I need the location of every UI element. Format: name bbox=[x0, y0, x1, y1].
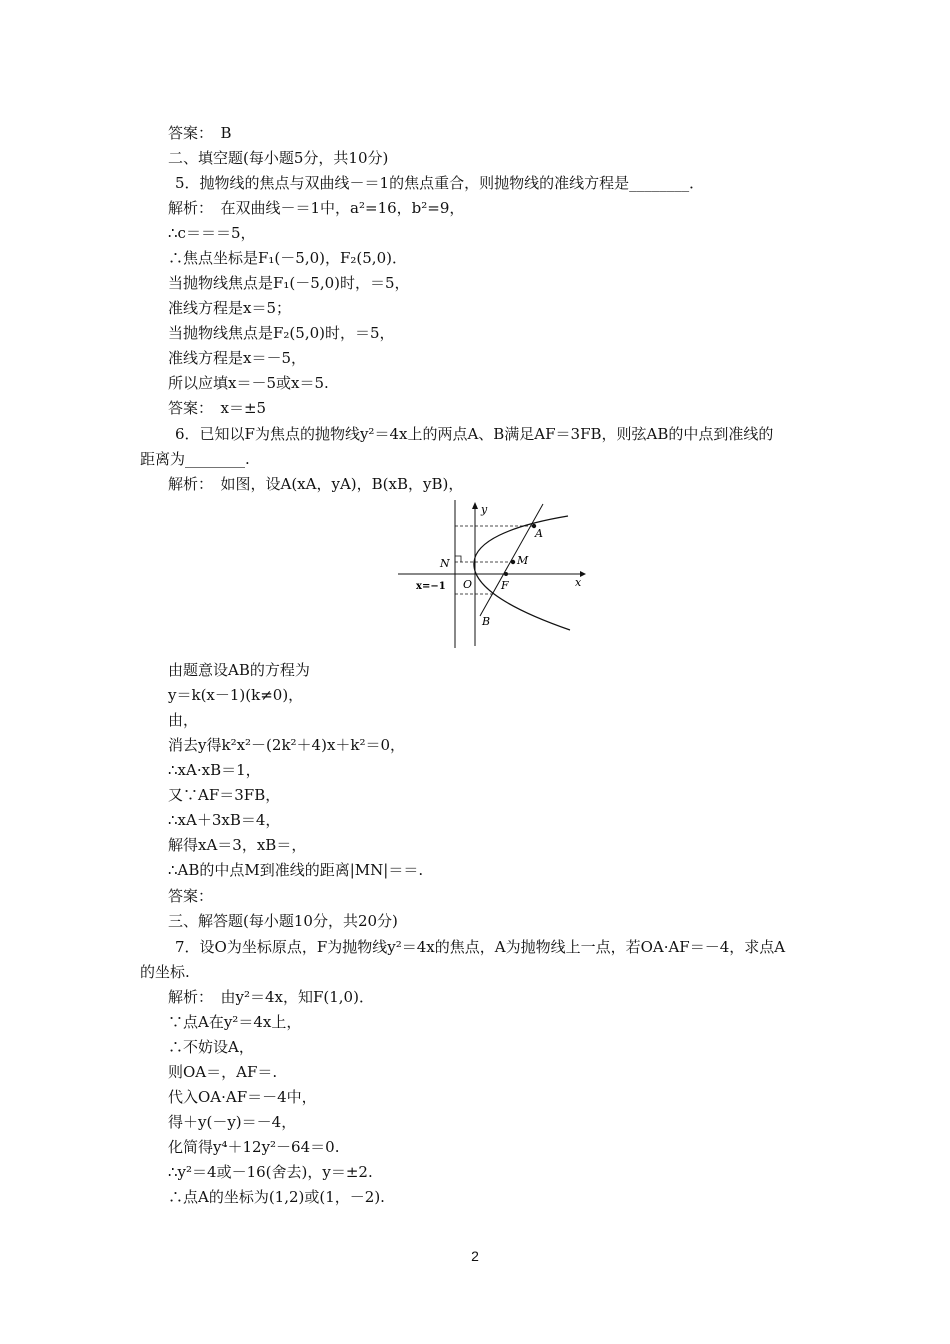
q6-analysis-4: 由， bbox=[168, 711, 199, 729]
label-m: M bbox=[517, 554, 529, 567]
section-fill-in-heading: 二、填空题(每小题5分，共10分) bbox=[168, 149, 389, 167]
label-o: O bbox=[463, 578, 473, 591]
question-6: 6．已知以F为焦点的抛物线y²＝4x上的两点A、B满足AF＝3FB，则弦AB的中点到准线的 bbox=[175, 425, 774, 443]
x-axis-label: x bbox=[575, 576, 582, 589]
q7-analysis-3: ∴不妨设A， bbox=[168, 1038, 254, 1056]
q6-analysis-6: ∴xA·xB＝1， bbox=[168, 761, 261, 779]
point-m-dot bbox=[511, 560, 515, 564]
q5-analysis-6: 当抛物线焦点是F₂(5,0)时，＝5， bbox=[168, 324, 395, 342]
parabola-curve bbox=[474, 516, 570, 630]
q6-analysis-5: 消去y得k²x²－(2k²＋4)x＋k²＝0， bbox=[168, 736, 406, 754]
label-n: N bbox=[440, 557, 450, 570]
y-axis-label: y bbox=[481, 503, 488, 516]
label-f: F bbox=[501, 579, 509, 592]
q5-analysis-1: 解析： 在双曲线－＝1中，a²=16，b²=9， bbox=[168, 199, 465, 217]
label-a: A bbox=[535, 527, 543, 540]
q7-analysis-1: 解析： 由y²＝4x，知F(1,0)． bbox=[168, 988, 374, 1006]
q7-analysis-8: ∴y²＝4或－16(舍去)，y＝±2. bbox=[168, 1163, 373, 1181]
right-angle-mark bbox=[455, 556, 461, 562]
q6-analysis-7: 又∵AF＝3FB， bbox=[168, 786, 281, 804]
question-7-cont: 的坐标. bbox=[140, 963, 190, 981]
page-number: 2 bbox=[471, 1248, 479, 1264]
focus-dot bbox=[504, 572, 508, 576]
q7-analysis-5: 代入OA·AF＝－4中， bbox=[168, 1088, 317, 1106]
answer-4: 答案： B bbox=[168, 124, 232, 142]
q6-analysis-1: 解析： 如图，设A(xA，yA)，B(xB，yB)， bbox=[168, 475, 464, 493]
question-7: 7．设O为坐标原点，F为抛物线y²＝4x的焦点，A为抛物线上一点，若OA·AF＝－4，求点A bbox=[175, 938, 786, 956]
q5-analysis-4: 当抛物线焦点是F₁(－5,0)时，＝5， bbox=[168, 274, 410, 292]
q5-analysis-2: ∴c＝＝＝5， bbox=[168, 224, 256, 242]
answer-6: 答案： bbox=[168, 887, 214, 905]
question-6-cont: 距离为________. bbox=[140, 450, 250, 468]
q5-analysis-3: ∴焦点坐标是F₁(－5,0)，F₂(5,0)． bbox=[168, 249, 407, 267]
q6-analysis-3: y＝k(x－1)(k≠0)， bbox=[168, 686, 304, 704]
q6-analysis-2: 由题意设AB的方程为 bbox=[168, 661, 310, 679]
q6-analysis-8: ∴xA＋3xB＝4， bbox=[168, 811, 281, 829]
q7-analysis-2: ∵点A在y²＝4x上， bbox=[168, 1013, 302, 1031]
chord-ab bbox=[480, 504, 543, 616]
q7-analysis-4: 则OA＝，AF＝. bbox=[168, 1063, 278, 1081]
label-b: B bbox=[482, 615, 491, 628]
q7-analysis-6: 得＋y(－y)＝－4， bbox=[168, 1113, 297, 1131]
parabola-figure bbox=[398, 500, 588, 650]
q5-analysis-8: 所以应填x＝－5或x＝5. bbox=[168, 374, 329, 392]
answer-5: 答案： x＝±5 bbox=[168, 399, 267, 417]
q6-analysis-10: ∴AB的中点M到准线的距离|MN|＝＝. bbox=[168, 861, 424, 879]
q6-analysis-9: 解得xA＝3，xB＝， bbox=[168, 836, 307, 854]
y-axis-arrow bbox=[472, 502, 478, 509]
q7-analysis-9: ∴点A的坐标为(1,2)或(1，－2). bbox=[168, 1188, 385, 1206]
directrix-label: x=−1 bbox=[416, 581, 446, 592]
q5-analysis-5: 准线方程是x＝5； bbox=[168, 299, 292, 317]
section-solve-heading: 三、解答题(每小题10分，共20分) bbox=[168, 912, 398, 930]
q5-analysis-7: 准线方程是x＝－5， bbox=[168, 349, 307, 367]
question-5: 5．抛物线的焦点与双曲线－＝1的焦点重合，则抛物线的准线方程是________． bbox=[175, 174, 705, 192]
q7-analysis-7: 化简得y⁴＋12y²－64＝0. bbox=[168, 1138, 340, 1156]
